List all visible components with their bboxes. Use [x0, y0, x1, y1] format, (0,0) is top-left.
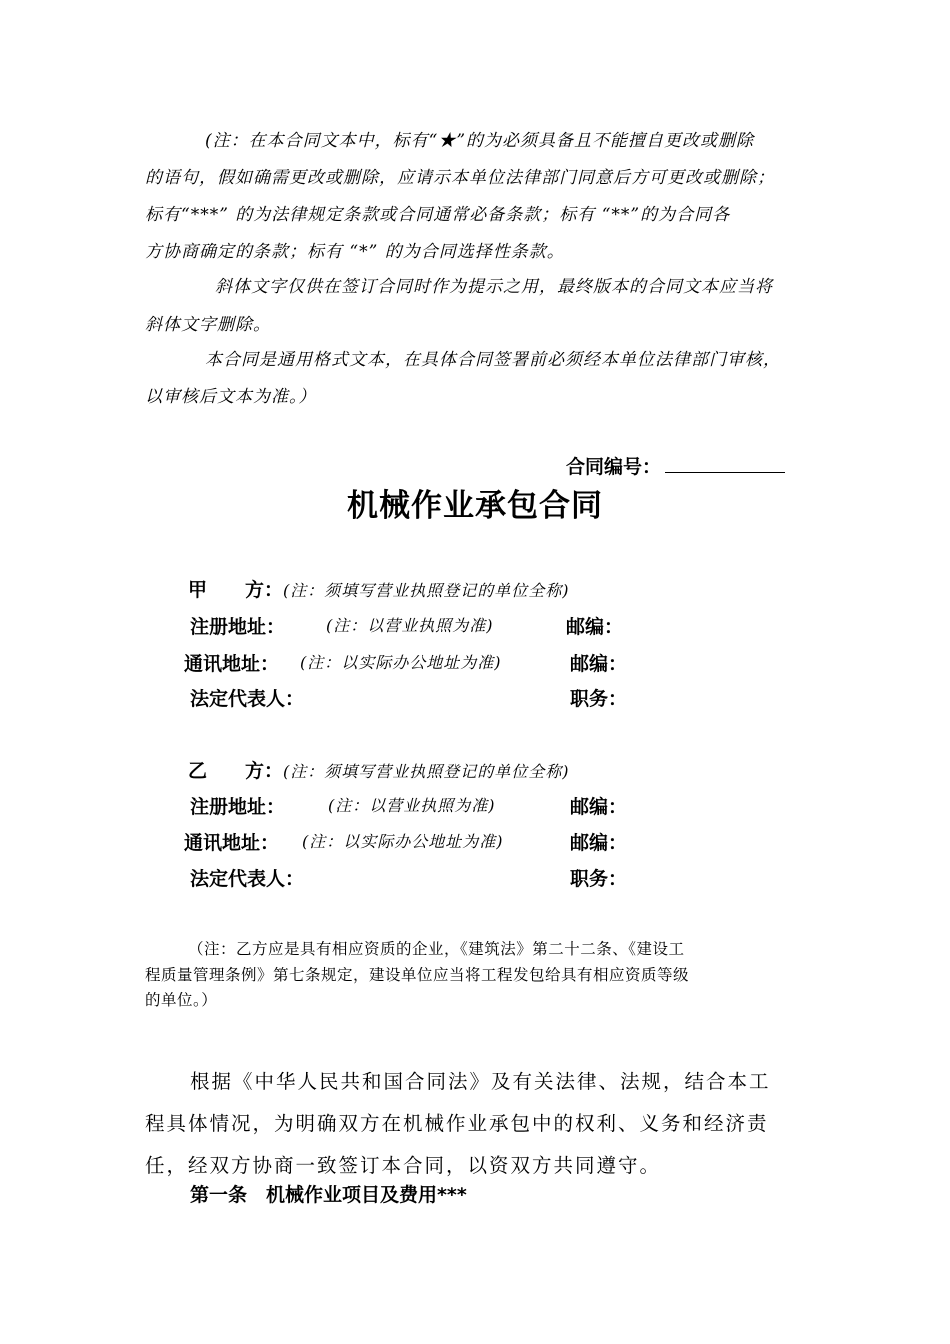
party-b-reg-addr-label: 注册地址：	[190, 796, 286, 818]
party-a-reg-addr-note: (注：以营业执照为准)	[326, 616, 494, 635]
party-a-mail-addr-label: 通讯地址：	[184, 653, 280, 675]
party-b-row	[188, 756, 570, 783]
party-a-reg-addr-label: 注册地址：	[190, 616, 286, 638]
intro-note-line-5: 斜体文字仅供在签订合同时作为提示之用，最终版本的合同文本应当将	[215, 277, 773, 297]
page-title: 机械作业承包合同	[347, 488, 603, 524]
party-a-label: 甲 方：	[188, 579, 284, 601]
qualification-note-line-2: 程质量管理条例》第七条规定，建设单位应当将工程发包给具有相应资质等级	[145, 966, 690, 984]
intro-note-line-4: 方协商确定的条款；标有 “*” 的为合同选择性条款。	[145, 242, 565, 262]
preamble-line-2: 程具体情况，为明确双方在机械作业承包中的权利、义务和经济责	[145, 1112, 769, 1135]
contract-number-label: 合同编号：	[566, 456, 662, 478]
party-a-note: (注：须填写营业执照登记的单位全称)	[283, 581, 570, 600]
intro-note-line-7: 本合同是通用格式文本，在具体合同签署前必须经本单位法律部门审核，	[205, 350, 781, 370]
party-b-note: (注：须填写营业执照登记的单位全称)	[283, 762, 570, 781]
intro-note-line-3: 标有“***” 的为法律规定条款或合同通常必备条款；标有 “**”的为合同各	[145, 205, 731, 225]
party-b-postcode-2: 邮编：	[570, 832, 628, 854]
article-1-heading: 第一条 机械作业项目及费用***	[190, 1184, 467, 1206]
party-b-rep-label: 法定代表人：	[190, 868, 305, 890]
intro-note-line-2: 的语句，假如确需更改或删除，应请示本单位法律部门同意后方可更改或删除；	[145, 168, 775, 188]
party-b-mail-addr-note: (注：以实际办公地址为准)	[302, 832, 504, 851]
party-a-row	[188, 575, 570, 602]
party-b-label: 乙 方：	[188, 760, 284, 782]
intro-note-line-6: 斜体文字删除。	[145, 315, 271, 335]
qualification-note-line-3: 的单位。）	[145, 991, 218, 1009]
contract-number-blank	[665, 454, 785, 473]
qualification-note-line-1: （注：乙方应是具有相应资质的企业，《建筑法》第二十二条、《建设工	[188, 940, 685, 958]
preamble-line-3: 任，经双方协商一致签订本合同，以资双方共同遵守。	[145, 1154, 662, 1177]
party-b-position-label: 职务：	[570, 868, 628, 890]
party-b-mail-addr-label: 通讯地址：	[184, 832, 280, 854]
party-a-position-label: 职务：	[570, 688, 628, 710]
party-a-postcode-1: 邮编：	[566, 616, 624, 638]
party-b-postcode-1: 邮编：	[570, 796, 628, 818]
party-a-mail-addr-note: (注：以实际办公地址为准)	[300, 653, 502, 672]
intro-note-line-8: 以审核后文本为准。）	[145, 387, 317, 407]
party-a-postcode-2: 邮编：	[570, 653, 628, 675]
party-b-reg-addr-note: (注：以营业执照为准)	[328, 796, 496, 815]
party-a-rep-label: 法定代表人：	[190, 688, 305, 710]
intro-note-line-1: (注：在本合同文本中，标有“★”的为必须具备且不能擅自更改或删除	[205, 131, 755, 151]
preamble-line-1: 根据《中华人民共和国合同法》及有关法律、法规，结合本工	[190, 1070, 771, 1093]
contract-number	[566, 452, 785, 479]
